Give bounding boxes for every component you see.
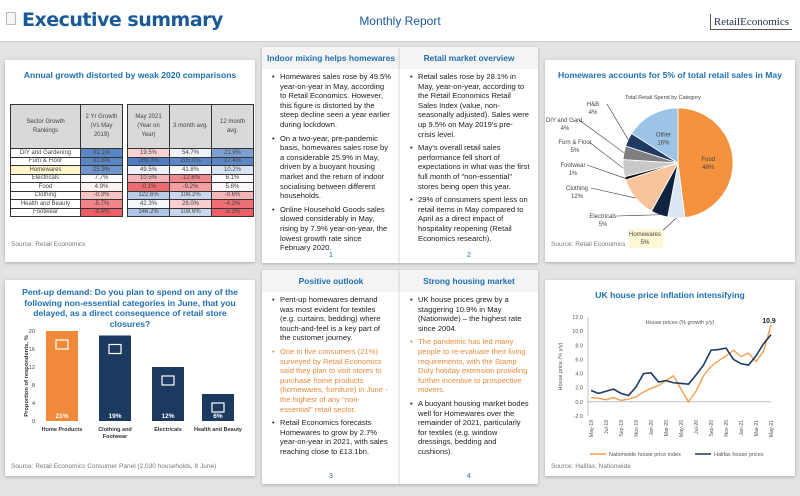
legend-label: Nationwide house price index [609, 452, 681, 458]
value-cell: 49.5% [128, 166, 170, 175]
bullet-item: • Retail sales rose by 28.1% in May, year-on-year, according to the Retail Economics Retail Sales Index (value, non-seasonally adjusted). Sales were up 9.5% on May 2019's pre-crisis level. [410, 72, 530, 139]
leader-line [591, 188, 636, 198]
slice-label: Electricals [589, 214, 617, 220]
page-2 [400, 47, 538, 263]
value-cell: -12.6% [170, 174, 212, 183]
y-axis-label: House price (% y/y) [558, 342, 564, 391]
leader-line [617, 215, 659, 216]
page-number: 2 [467, 252, 471, 259]
table-row [11, 149, 254, 158]
bar [46, 331, 78, 421]
table-row [11, 166, 254, 175]
value-cell: -5.7% [81, 200, 123, 209]
x-tick-label: Mar-20 [664, 419, 670, 437]
slice-value: 12% [570, 194, 584, 200]
bar-chart-card [5, 280, 255, 476]
bar-value-label: 6% [213, 413, 223, 420]
y-tick-label: 6.0 [575, 357, 583, 364]
value-cell: 54.7% [170, 149, 212, 158]
bullet-list [262, 292, 400, 457]
x-tick-label: Jan-20 [649, 419, 655, 436]
bullet-item: • The pandemic has led many people to re-evaluate their living requirements, with the Stamp Duty holiday extension providing further incentive to prospective movers. [410, 337, 530, 395]
bullet-list [262, 69, 400, 253]
value-cell: -5.3% [212, 208, 254, 217]
table-row [11, 191, 254, 200]
slice-label: Clothing [565, 186, 589, 192]
leader-line [607, 104, 628, 140]
bullet-list [400, 292, 538, 457]
column-header: May 2021 (Year on Year) [128, 105, 170, 149]
value-cell: 108.6% [170, 208, 212, 217]
page-number: 4 [467, 473, 471, 480]
page-title: Retail market overview [400, 47, 538, 69]
bullet-item: • A buoyant housing market bodes well for Homewares over the remainder of 2021, particularly for textiles (e.g. window dressings, bedding and cushions). [410, 399, 530, 457]
column-header: 12 month avg. [212, 105, 254, 149]
sector-cell: Food [11, 183, 81, 192]
x-tick-label: May-20 [679, 419, 685, 438]
card-title: UK house price inflation intensifying [595, 290, 745, 300]
table-row [11, 183, 254, 192]
y-tick-label: 0.0 [575, 399, 583, 406]
x-category-label: Electricals [154, 427, 182, 433]
value-cell: 108.2% [170, 191, 212, 200]
y-tick-label: 4.0 [575, 371, 583, 378]
x-tick-label: Sep-19 [619, 419, 625, 437]
card-title: Pent-up demand: Do you plan to spend on any of the following non-essential categories in June, that you delayed, as a direct consequence of retail store closures? [22, 287, 238, 329]
column-header: Sector Growth Rankings [11, 105, 81, 149]
x-category-label: Clothing and [98, 427, 132, 433]
column-header: 3 month avg. [170, 105, 212, 149]
value-cell: 41.8% [170, 166, 212, 175]
source-note: Source: Retail Economics [11, 241, 86, 248]
value-cell: -9.4% [81, 208, 123, 217]
value-cell: -4.2% [212, 200, 254, 209]
y-tick-label: 16 [28, 347, 35, 353]
page-1 [262, 47, 400, 263]
slice-value: 48% [702, 165, 715, 172]
retail-economics-logo: RetailEconomics [710, 14, 792, 30]
value-cell: -0.1% [128, 183, 170, 192]
value-cell: -0.6% [212, 191, 254, 200]
value-cell: 7.7% [81, 174, 123, 183]
x-tick-label: May-21 [769, 419, 775, 438]
leader-line [587, 165, 625, 178]
y-tick-label: 20 [28, 329, 35, 335]
chart-subtitle: House prices (% growth y/y) [645, 320, 715, 326]
y-tick-label: 2.0 [575, 385, 583, 392]
slice-label: DIY and Gard. [545, 118, 585, 124]
bullet-item: • May's overall retail sales performance fell short of expectations in what was the first full month of "non-essential" stores being open this year. [410, 143, 530, 191]
x-tick-label: May-19 [589, 419, 595, 438]
sector-cell: Clothing [11, 191, 81, 200]
sector-cell: DIY and Gardening [11, 149, 81, 158]
sector-cell: Furn & Floor [11, 157, 81, 166]
page-title: Positive outlook [262, 270, 400, 292]
value-cell: 27.4% [212, 157, 254, 166]
pie-subtitle: Total Retail Spend by Category [625, 95, 701, 101]
value-annotation: 10.9 [762, 318, 776, 325]
value-cell: 269.3% [128, 157, 170, 166]
slice-value: 1% [568, 171, 578, 177]
value-cell: 21.9% [212, 149, 254, 158]
y-tick-label: 12 [28, 365, 35, 371]
growth-table-card [5, 60, 255, 262]
x-tick-label: Mar-21 [754, 419, 760, 437]
x-tick-label: Jul-20 [694, 419, 700, 434]
value-cell: 19.5% [128, 149, 170, 158]
bullet-item: • UK house prices grew by a staggering 10.9% in May (Nationwide) – the highest rate since 2004. [410, 295, 530, 333]
bar-value-label: 21% [55, 413, 69, 420]
slice-value: 4% [560, 126, 570, 132]
y-axis-label: Proportion of respondents, % [24, 335, 30, 417]
value-cell: 122.6% [128, 191, 170, 200]
slice-value: 5% [640, 240, 650, 246]
bar-value-label: 19% [108, 413, 122, 420]
series-line [591, 335, 771, 396]
bullet-item: • Pent-up homewares demand was most evident for textiles (e.g. curtains, bedding) where touch-and-feel is a key part of the customer journey. [272, 295, 392, 343]
page-title: Executive summary [22, 9, 223, 31]
leader-line [579, 120, 624, 153]
value-cell: 4.9% [81, 183, 123, 192]
value-cell: 25.9% [81, 166, 123, 175]
source-note: Source: Retail Economics [551, 241, 626, 248]
y-tick-label: 10.0 [572, 329, 583, 336]
slice-value: 5% [598, 222, 608, 228]
x-tick-label: Sep-20 [709, 419, 715, 437]
page-number: 1 [329, 252, 333, 259]
table-row [11, 200, 254, 209]
slice-value: 16% [657, 140, 670, 147]
value-cell: 31.6% [81, 157, 123, 166]
bar [99, 336, 131, 422]
slice-label: Food [701, 157, 716, 164]
leader-line [589, 142, 623, 168]
card-title: Homewares accounts for 5% of total retail sales in May [558, 70, 782, 80]
header [0, 0, 800, 42]
x-tick-label: Nov-19 [634, 419, 640, 437]
value-cell: 5.8% [212, 183, 254, 192]
y-tick-label: -2.0 [573, 414, 583, 420]
pie-chart-card [545, 60, 795, 262]
bullet-item: • Retail Economics forecasts Homewares to grow by 2.7% year-on-year in 2021, with sales reaching close to £13.1bn. [272, 418, 392, 456]
column-header: 2 Yr Growth (Vs May 2019) [81, 105, 123, 149]
bullet-item: • 29% of consumers spent less on retail items in May compared to April as a direct impact of hospitality reopening (Retail Economics research). [410, 195, 530, 243]
slice-value: 5% [570, 148, 580, 154]
bullet-item: • One in five consumers (21%) surveyed by Retail Economics said they plan to visit stores to purchase home products (homewares, furniture) in June - the highest of any "non-essential" retail sector. [272, 347, 392, 414]
y-tick-label: 12.0 [572, 315, 583, 321]
x-tick-label: Jul-19 [604, 419, 610, 434]
slice-label: Other [655, 132, 671, 139]
line-chart [545, 280, 795, 476]
bullet-item: • Homewares sales rose by 49.5% year-on-year in May, according to Retail Economics. However, this figure is distorted by the steep decline seen a year earlier during lockdown. [272, 72, 392, 130]
bullet-list [400, 69, 538, 243]
x-tick-label: Nov-20 [724, 419, 730, 437]
x-category-label: Health and Beauty [194, 427, 242, 433]
table-row [11, 174, 254, 183]
source-note: Source: Halifax, Nationwide [551, 463, 631, 470]
table-row [11, 208, 254, 217]
value-cell: -0.3% [81, 191, 123, 200]
page-number: 3 [329, 473, 333, 480]
page-title: Strong housing market [400, 270, 538, 292]
bar-value-label: 12% [161, 413, 175, 420]
bullet-item: • On a two-year, pre-pandemic basis, homewares sales rose by a considerable 25.9% in May, driven by a buoyant housing market and the return of indoor socialising between different households. [272, 134, 392, 201]
x-category-label: Footwear [102, 434, 128, 440]
slice-label: Footwear [560, 163, 586, 169]
slice-label: Furn & Floor [558, 140, 592, 146]
x-category-label: Home Products [41, 427, 83, 433]
pie-chart [545, 60, 795, 262]
value-cell: 6.1% [212, 174, 254, 183]
y-tick-label: 8.0 [575, 343, 583, 350]
legend-label: Halifax house prices [714, 452, 764, 458]
sector-cell: Health and Beauty [11, 200, 81, 209]
sector-cell: Homewares [11, 166, 81, 175]
page-4 [400, 270, 538, 484]
bullet-item: • Online Household Goods sales slowed considerably in May, rising by 7.9% year-on-year, the lowest growth rate since February 2020. [272, 205, 392, 253]
series-line [591, 325, 771, 402]
slice-label: H&B [586, 102, 600, 108]
sector-cell: Electricals [11, 174, 81, 183]
value-cell: 28.0% [170, 200, 212, 209]
x-tick-label: Jan-21 [739, 419, 745, 436]
slice-label: Homewares [628, 232, 662, 238]
table-row [11, 157, 254, 166]
page-title: Indoor mixing helps homewares [262, 47, 400, 69]
y-tick-label: 8 [31, 383, 35, 389]
y-tick-label: 0 [31, 419, 35, 425]
value-cell: 10.2% [212, 166, 254, 175]
value-cell: 31.1% [81, 149, 123, 158]
source-note: Source: Retail Economics Consumer Panel (2,030 households, 8 June) [11, 463, 217, 470]
value-cell: 146.2% [128, 208, 170, 217]
y-tick-label: 4 [31, 401, 35, 407]
sector-cell: Footwear [11, 208, 81, 217]
growth-table [10, 104, 254, 217]
line-chart-card [545, 280, 795, 476]
page-3 [262, 270, 400, 484]
value-cell: 42.3% [128, 200, 170, 209]
value-cell: 205.0% [170, 157, 212, 166]
value-cell: -9.2% [170, 183, 212, 192]
slice-value: 4% [588, 110, 598, 116]
value-cell: 10.5% [128, 174, 170, 183]
card-title: Annual growth distorted by weak 2020 comparisons [23, 70, 237, 80]
bar-chart [5, 280, 255, 476]
report-subtitle: Monthly Report [359, 14, 441, 28]
